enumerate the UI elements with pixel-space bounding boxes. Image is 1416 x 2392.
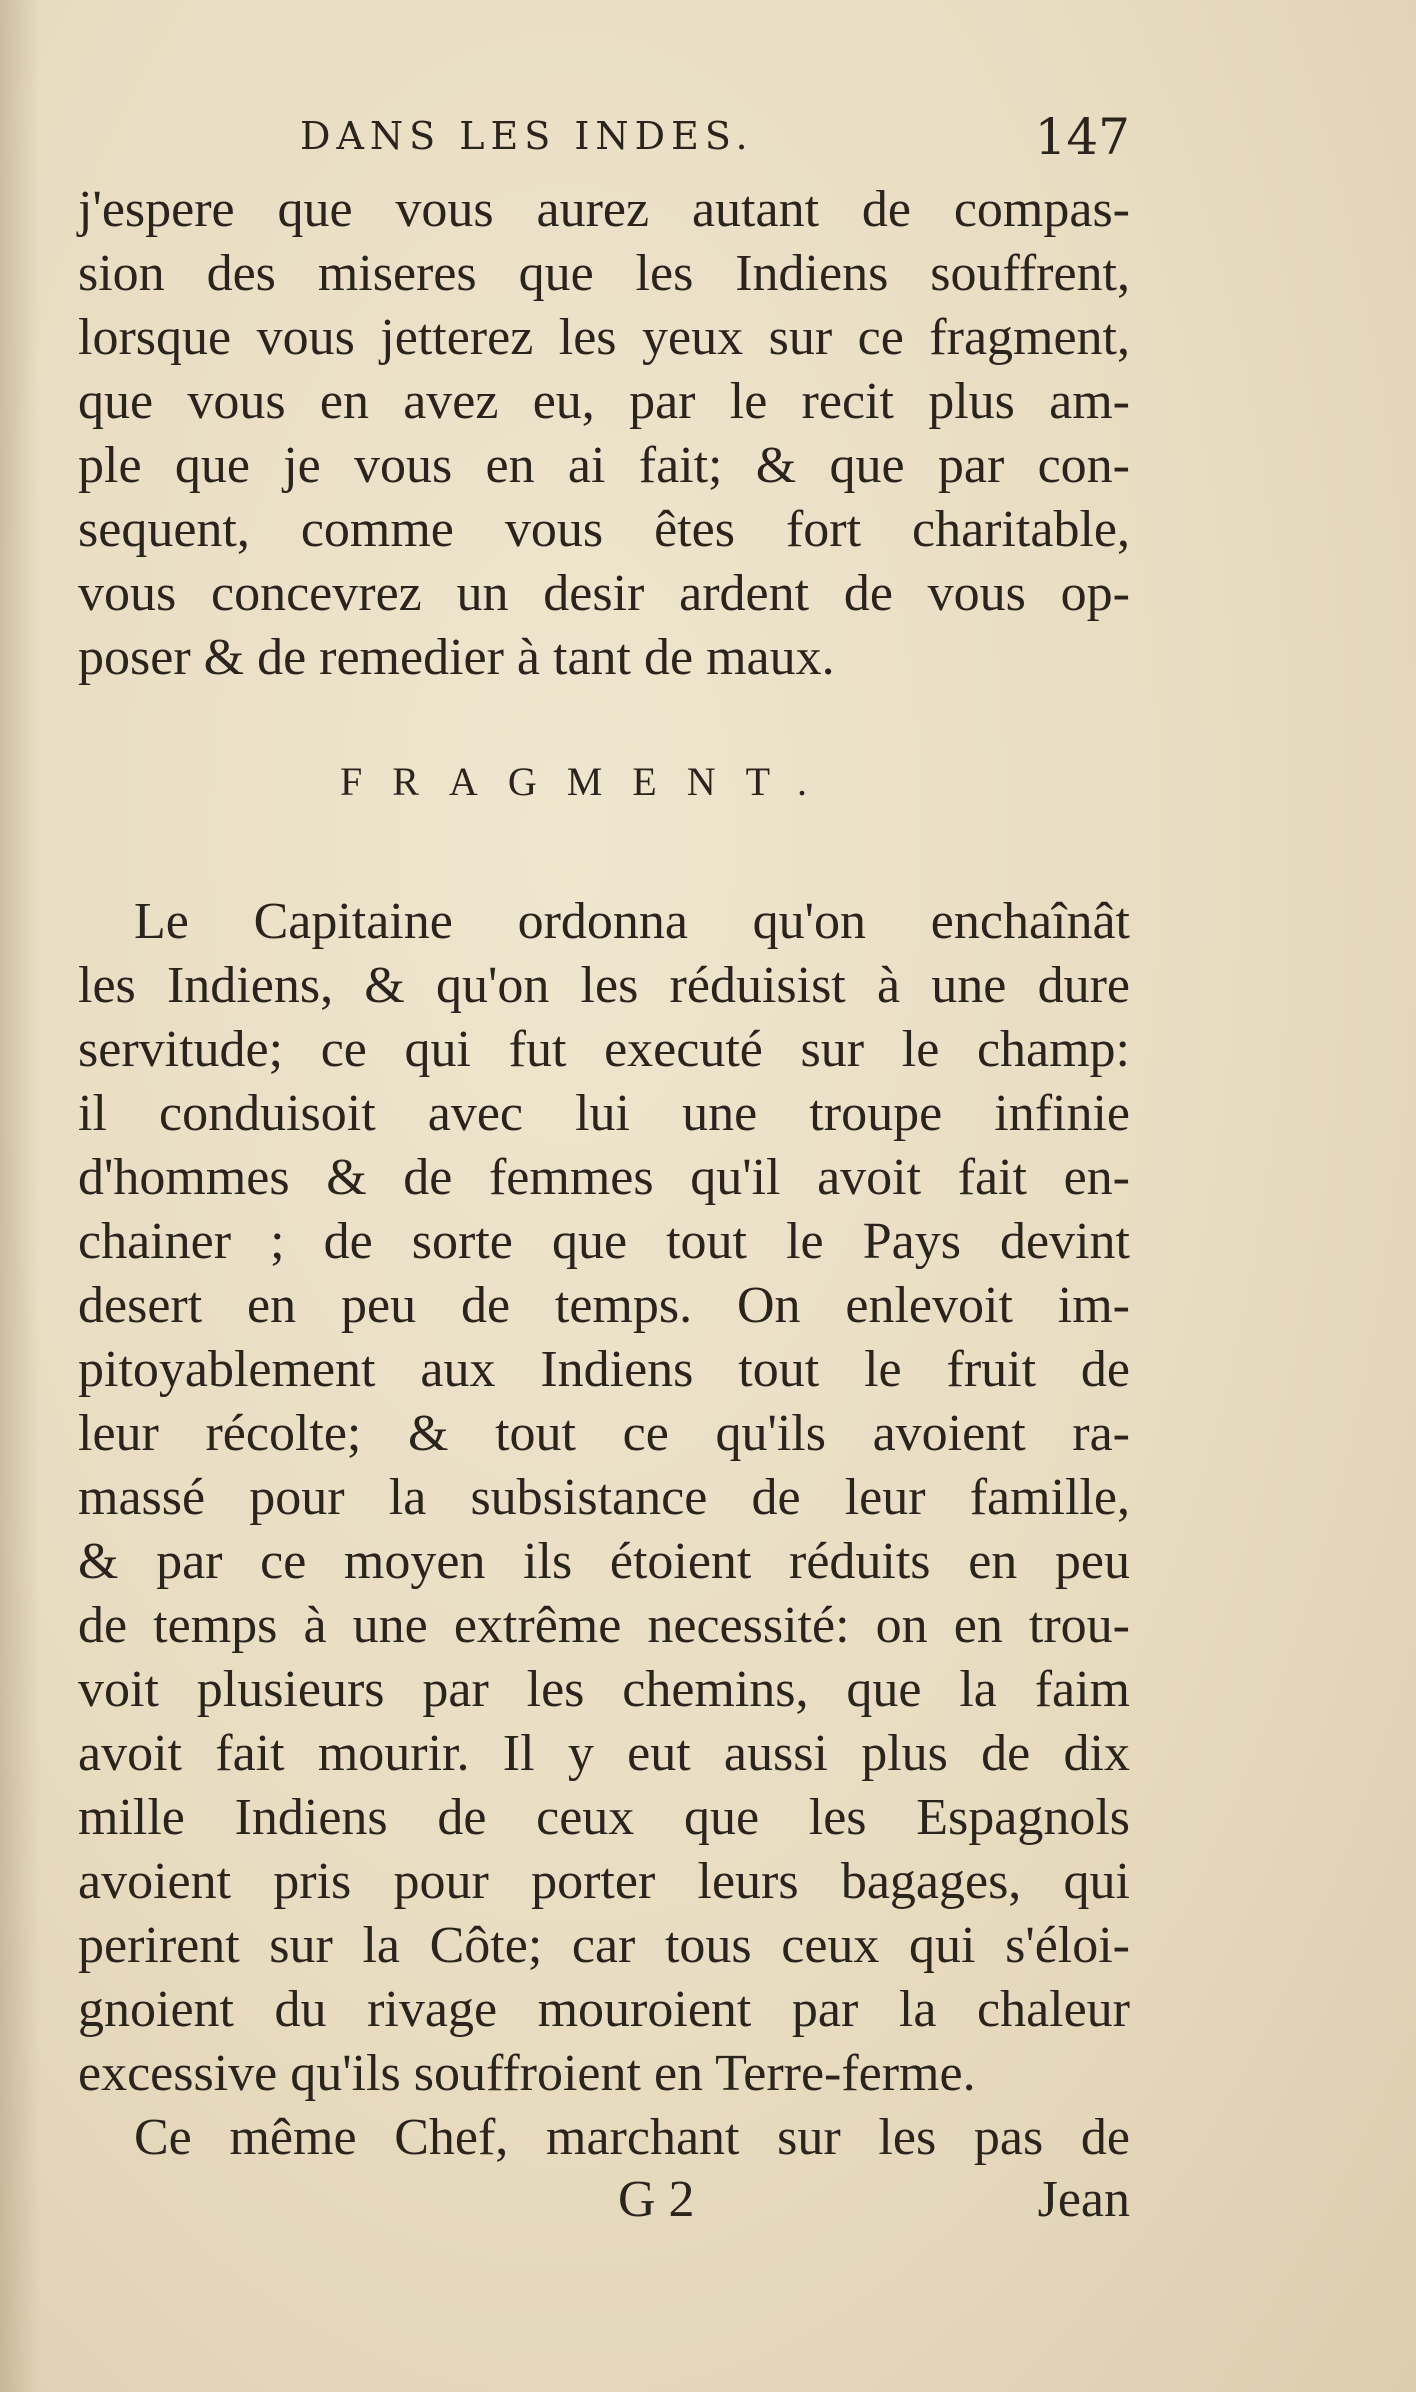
text-line: les Indiens, & qu'on les réduisist à une dure — [78, 957, 1130, 1014]
page-footer — [78, 2168, 1130, 2232]
page-number: 147 — [1034, 108, 1130, 166]
section-heading: FRAGMENT. — [340, 759, 838, 804]
text-line: que vous en avez eu, par le recit plus am- — [78, 373, 1130, 430]
text-line: desert en peu de temps. On enlevoit im- — [78, 1277, 1130, 1334]
running-title: DANS LES INDES. — [300, 114, 754, 158]
text-line: chainer ; de sorte que tout le Pays devint — [78, 1213, 1130, 1270]
text-line: sion des miseres que les Indiens souffrent, — [78, 245, 1130, 302]
text-line: pitoyablement aux Indiens tout le fruit de — [78, 1341, 1130, 1398]
text-line: gnoient du rivage mouroient par la chaleur — [78, 1981, 1130, 2038]
fragment-paragraph — [78, 890, 1130, 2170]
text-line: Ce même Chef, marchant sur les pas de — [134, 2109, 1130, 2166]
text-line: j'espere que vous aurez autant de compas- — [78, 181, 1130, 238]
text-line: Le Capitaine ordonna qu'on enchaînât — [134, 893, 1130, 950]
text-line: leur récolte; & tout ce qu'ils avoient ra- — [78, 1405, 1130, 1462]
signature-mark: G 2 — [618, 2171, 695, 2228]
catchword: Jean — [1037, 2171, 1130, 2228]
text-line: servitude; ce qui fut executé sur le champ: — [78, 1021, 1130, 1078]
spine-shadow — [0, 0, 40, 2392]
text-line: avoient pris pour porter leurs bagages, qui — [78, 1853, 1130, 1910]
text-line: ple que je vous en ai fait; & que par con- — [78, 437, 1130, 494]
text-line: lorsque vous jetterez les yeux sur ce fragment, — [78, 309, 1130, 366]
text-line: & par ce moyen ils étoient réduits en peu — [78, 1533, 1130, 1590]
text-line: poser & de remedier à tant de maux. — [78, 629, 835, 686]
text-line: excessive qu'ils souffroient en Terre-ferme. — [78, 2045, 976, 2102]
intro-paragraph — [78, 178, 1130, 690]
text-line: il conduisoit avec lui une troupe infinie — [78, 1085, 1130, 1142]
text-line: de temps à une extrême necessité: on en trou- — [78, 1597, 1130, 1654]
text-line: d'hommes & de femmes qu'il avoit fait en- — [78, 1149, 1130, 1206]
text-line: avoit fait mourir. Il y eut aussi plus de dix — [78, 1725, 1130, 1782]
text-line: mille Indiens de ceux que les Espagnols — [78, 1789, 1130, 1846]
text-line: vous concevrez un desir ardent de vous op- — [78, 565, 1130, 622]
text-line: voit plusieurs par les chemins, que la faim — [78, 1661, 1130, 1718]
text-line: massé pour la subsistance de leur famille, — [78, 1469, 1130, 1526]
text-line: sequent, comme vous êtes fort charitable, — [78, 501, 1130, 558]
text-line: perirent sur la Côte; car tous ceux qui s'éloi- — [78, 1917, 1130, 1974]
running-head — [300, 108, 1130, 168]
